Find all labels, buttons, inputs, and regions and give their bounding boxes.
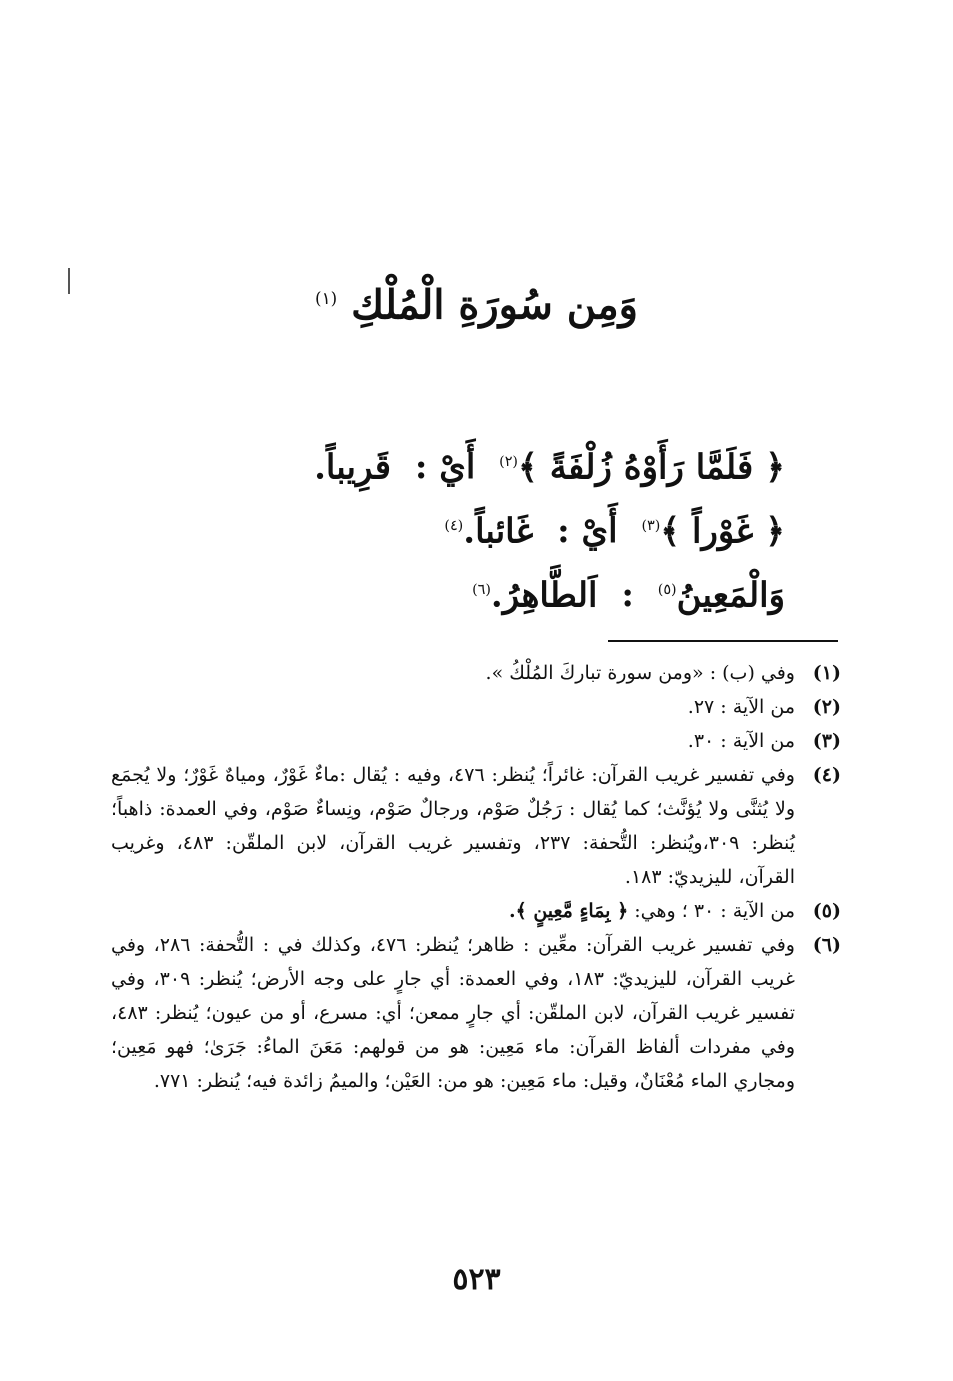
verse-line (145, 430, 785, 494)
footnote-text (111, 690, 795, 724)
footnote (111, 656, 841, 690)
verse-quote: ﴿ غَوْراً ﴾ (660, 511, 785, 552)
surah-title (0, 268, 953, 335)
footnote (111, 758, 841, 894)
footnote-divider (608, 640, 838, 642)
footnote-text (111, 928, 795, 1098)
footnote-number: (١) (812, 662, 841, 684)
verse-meaning: قَرِيباً. (314, 447, 391, 488)
page-number: ٥٢٣ (452, 1262, 501, 1297)
verse-quote: ﴿ فَلَمَّا رَأَوْهُ زُلْفَةً ﴾ (517, 447, 785, 488)
footnotes (111, 656, 841, 1098)
verse-note-ref: (٣) (641, 518, 661, 534)
verse-note-ref: (٢) (499, 454, 518, 470)
meaning-note-ref: (٦) (472, 582, 491, 598)
verse-meaning: غَائباً. (463, 511, 534, 552)
footnote (111, 894, 841, 928)
footnote-body: وفي تفسير غريب القرآن: غائراً؛ يُنظر: ٤٧٦، وفيه : يُقال :ماءٌ غَوْرٌ، ومياهٌ غَوْرٌ؛ ولا يُجمَع ولا يُثنَّى ولا يُؤنَّث؛ كما يُقال : رَجُلٌ صَوْم، ورجالٌ صَوْم، ونِساءٌ صَوْم، وفي العمدة: ذاهباً؛ يُنظر: ٣٠٩،ويُنظر: التُّحفة: ٢٣٧، وتفسير غريب القرآن، لابن الملقّن: ٤٨٣، وغريب القرآن، لليزيديّ: ١٨٣. (111, 764, 795, 888)
verse-line (145, 494, 785, 558)
meaning-note-ref: (٤) (444, 518, 464, 534)
verse-meaning: اَلطَّاهِرُ. (490, 575, 598, 616)
footnote-number: (٦) (812, 934, 841, 956)
verse-note-ref: (٥) (657, 582, 677, 598)
verse-list (145, 430, 785, 622)
surah-title-text: وَمِن سُورَةِ الْمُلْكِ (351, 281, 638, 329)
footnote-body: وفي (ب) : «ومن سورة تباركَ المُلْكُ ». (485, 662, 795, 684)
verse-quote: وَالْمَعِينُ (676, 575, 785, 616)
footnote (111, 690, 841, 724)
footnote-number: (٣) (812, 730, 841, 752)
footnote-text (111, 656, 795, 690)
verse-separator: أَيْ : (557, 511, 618, 552)
footnote (111, 724, 841, 758)
verse-separator: : (621, 575, 634, 616)
footnote-body: وفي تفسير غريب القرآن: معِّين : ظاهر؛ يُنظر: ٤٧٦، وكذلك في : التُّحفة: ٢٨٦، وفي غريب القرآن، لليزيديّ: ١٨٣، وفي العمدة: أي جارٍ على وجه الأرض؛ يُنظر: ٣٠٩، وفي تفسير غريب القرآن، لابن الملقّن: أي جارٍ ممعن؛ أي: مسرع، أو من عيون؛ يُنظر: ٤٨٣، وفي مفردات ألفاظ القرآن: ماء مَعِين: هو من قولهم: مَعَنَ الماءُ: جَرَىٰ؛ فهو مَعِين؛ ومجاري الماء مُعْنَانٌ، وقيل: ماء مَعِين: هو من: العَيْن؛ والميمُ زائدة فيه؛ يُنظر: ٧٧١. (111, 934, 795, 1092)
footnote-body: من الآية : ٣٠ ؛ وهي: (634, 900, 795, 922)
footnote-text (111, 894, 795, 928)
footnote-text (111, 758, 795, 894)
footnote-number: (٤) (812, 764, 841, 786)
footnote-text (111, 724, 795, 758)
footnote-body: من الآية : ٣٠. (687, 730, 795, 752)
footnote (111, 928, 841, 1098)
verse-separator: أَيْ : (414, 447, 476, 488)
footnote-body: من الآية : ٢٧. (687, 696, 795, 718)
title-note-ref: (١) (315, 288, 338, 308)
verse-line (145, 558, 785, 622)
footnote-quran-quote: ﴿ بِمَاءٍ مَّعِينٍ ﴾. (508, 900, 629, 922)
footnote-number: (٢) (812, 696, 841, 718)
footnote-number: (٥) (812, 900, 841, 922)
